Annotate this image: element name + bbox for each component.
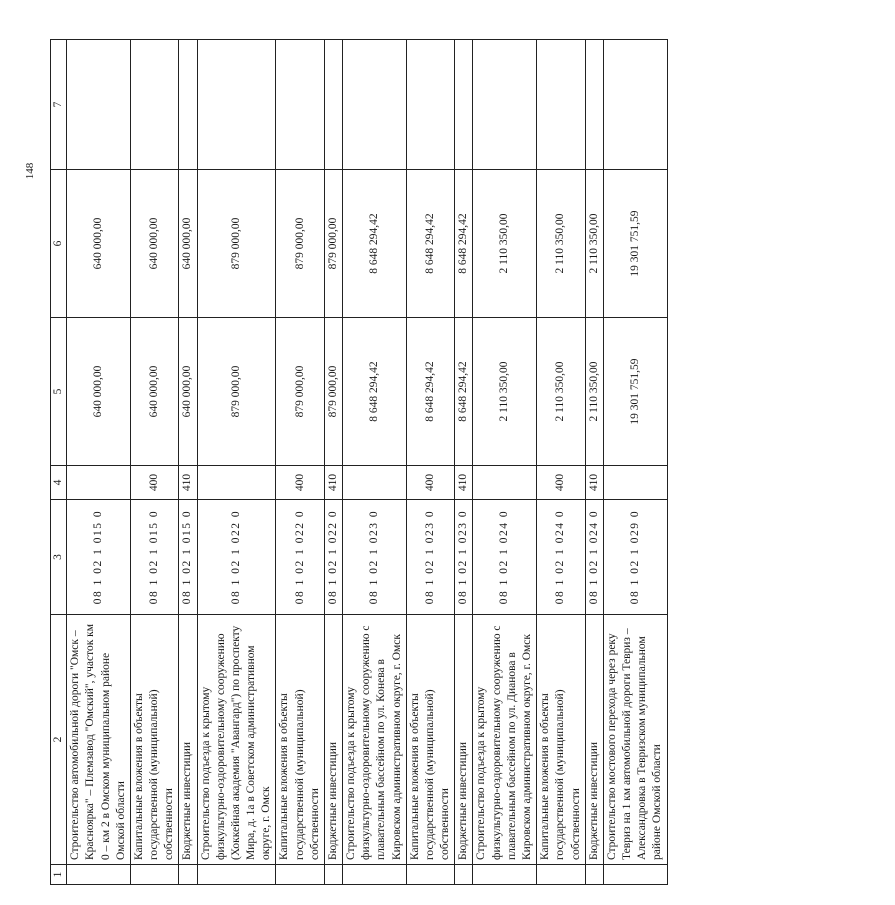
row-index-cell: [324, 865, 342, 885]
table-row: [67, 40, 131, 885]
item-name: Капитальные вложения в объекты государственной (муниципальной) собственности: [406, 615, 455, 865]
table-row: [324, 40, 342, 885]
item-value-6: 879 000,00: [324, 170, 342, 318]
item-value-5: 640 000,00: [67, 318, 131, 466]
item-code: 08 1 02 1 015 0: [130, 500, 179, 615]
table-row: [603, 40, 667, 885]
item-group: 400: [537, 466, 586, 500]
table-row: [406, 40, 455, 885]
header-col-2: 2: [51, 615, 67, 865]
page-number: 148: [24, 162, 36, 180]
item-value-7: [67, 40, 131, 170]
header-col-3: 3: [51, 500, 67, 615]
item-value-6: 879 000,00: [276, 170, 325, 318]
item-value-6: 8 648 294,42: [343, 170, 407, 318]
item-value-7: [179, 40, 197, 170]
item-value-6: 8 648 294,42: [455, 170, 473, 318]
row-index-cell: [603, 865, 667, 885]
row-index-cell: [179, 865, 197, 885]
item-name: Строительство автомобильной дороги "Омск – Красноярка" – Племзавод "Омский", участок км 0 – км 2 в Омском муниципальном районе Омской области: [67, 615, 131, 865]
item-value-5: 8 648 294,42: [343, 318, 407, 466]
item-group: [473, 466, 537, 500]
table-row: [130, 40, 179, 885]
item-name: Бюджетные инвестиции: [179, 615, 197, 865]
item-value-5: 879 000,00: [197, 318, 276, 466]
item-name: Строительство подъезда к крытому физкультурно-оздоровительному сооружению (Хоккейная академия "Авангард") по проспекту Мира, д. 1а в Советском административном округе, г. Омск: [197, 615, 276, 865]
item-value-6: 640 000,00: [130, 170, 179, 318]
item-value-7: [406, 40, 455, 170]
item-code: 08 1 02 1 023 0: [406, 500, 455, 615]
item-value-5: 640 000,00: [179, 318, 197, 466]
table-row: [179, 40, 197, 885]
item-group: 410: [179, 466, 197, 500]
item-group: 410: [585, 466, 603, 500]
header-col-7: 7: [51, 40, 67, 170]
table-row: [276, 40, 325, 885]
item-group: [343, 466, 407, 500]
item-value-6: 2 110 350,00: [585, 170, 603, 318]
item-group: 400: [130, 466, 179, 500]
row-index-cell: [343, 865, 407, 885]
header-col-4: 4: [51, 466, 67, 500]
row-index-cell: [473, 865, 537, 885]
row-index-cell: [197, 865, 276, 885]
table-row: [455, 40, 473, 885]
item-code: 08 1 02 1 029 0: [603, 500, 667, 615]
row-index-cell: [406, 865, 455, 885]
item-code: 08 1 02 1 022 0: [324, 500, 342, 615]
row-index-cell: [67, 865, 131, 885]
budget-table: [50, 39, 668, 885]
item-value-5: 8 648 294,42: [406, 318, 455, 466]
item-code: 08 1 02 1 023 0: [343, 500, 407, 615]
item-name: Капитальные вложения в объекты государственной (муниципальной) собственности: [130, 615, 179, 865]
item-value-5: 8 648 294,42: [455, 318, 473, 466]
row-index-cell: [585, 865, 603, 885]
row-index-cell: [455, 865, 473, 885]
item-value-7: [343, 40, 407, 170]
item-value-5: 2 110 350,00: [473, 318, 537, 466]
item-value-7: [603, 40, 667, 170]
item-code: 08 1 02 1 023 0: [455, 500, 473, 615]
row-index-cell: [537, 865, 586, 885]
item-value-5: 879 000,00: [276, 318, 325, 466]
table-row: [197, 40, 276, 885]
item-code: 08 1 02 1 024 0: [585, 500, 603, 615]
item-value-7: [197, 40, 276, 170]
row-index-cell: [130, 865, 179, 885]
item-value-5: 19 301 751,59: [603, 318, 667, 466]
item-value-5: 640 000,00: [130, 318, 179, 466]
table-row: [585, 40, 603, 885]
item-code: 08 1 02 1 024 0: [473, 500, 537, 615]
item-value-7: [276, 40, 325, 170]
item-code: 08 1 02 1 015 0: [179, 500, 197, 615]
budget-table-sheet: [50, 101, 895, 885]
item-value-6: 640 000,00: [179, 170, 197, 318]
item-code: 08 1 02 1 022 0: [197, 500, 276, 615]
item-code: 08 1 02 1 024 0: [537, 500, 586, 615]
table-row: [473, 40, 537, 885]
item-group: [603, 466, 667, 500]
item-code: 08 1 02 1 015 0: [67, 500, 131, 615]
item-value-6: 19 301 751,59: [603, 170, 667, 318]
item-value-7: [537, 40, 586, 170]
item-name: Строительство подъезда к крытому физкультурно-оздоровительному сооружению с плавательным бассейном по ул. Конева в Кировском административном округе, г. Омск: [343, 615, 407, 865]
item-name: Бюджетные инвестиции: [324, 615, 342, 865]
item-group: 400: [276, 466, 325, 500]
item-value-7: [324, 40, 342, 170]
item-value-6: 2 110 350,00: [473, 170, 537, 318]
item-name: Капитальные вложения в объекты государственной (муниципальной) собственности: [537, 615, 586, 865]
item-group: 410: [324, 466, 342, 500]
item-name: Капитальные вложения в объекты государственной (муниципальной) собственности: [276, 615, 325, 865]
item-value-5: 2 110 350,00: [585, 318, 603, 466]
item-code: 08 1 02 1 022 0: [276, 500, 325, 615]
item-value-7: [585, 40, 603, 170]
item-value-7: [473, 40, 537, 170]
header-col-1: 1: [51, 865, 67, 885]
item-value-7: [455, 40, 473, 170]
item-value-6: 2 110 350,00: [537, 170, 586, 318]
header-col-5: 5: [51, 318, 67, 466]
item-value-6: 879 000,00: [197, 170, 276, 318]
item-name: Строительство мостового перехода через реку Тевриз на 1 км автомобильной дороги Тевриз – Александровка в Тевризском муниципальном районе Омской области: [603, 615, 667, 865]
item-value-5: 879 000,00: [324, 318, 342, 466]
item-value-6: 640 000,00: [67, 170, 131, 318]
row-index-cell: [276, 865, 325, 885]
item-name: Бюджетные инвестиции: [585, 615, 603, 865]
item-group: [67, 466, 131, 500]
item-group: 400: [406, 466, 455, 500]
item-name: Строительство подъезда к крытому физкультурно-оздоровительному сооружению с плавательным бассейном по ул. Дианова в Кировском административном округе, г. Омск: [473, 615, 537, 865]
header-row: [51, 40, 67, 885]
item-value-5: 2 110 350,00: [537, 318, 586, 466]
item-value-7: [130, 40, 179, 170]
table-row: [343, 40, 407, 885]
item-group: 410: [455, 466, 473, 500]
item-group: [197, 466, 276, 500]
table-row: [537, 40, 586, 885]
header-col-6: 6: [51, 170, 67, 318]
item-value-6: 8 648 294,42: [406, 170, 455, 318]
item-name: Бюджетные инвестиции: [455, 615, 473, 865]
